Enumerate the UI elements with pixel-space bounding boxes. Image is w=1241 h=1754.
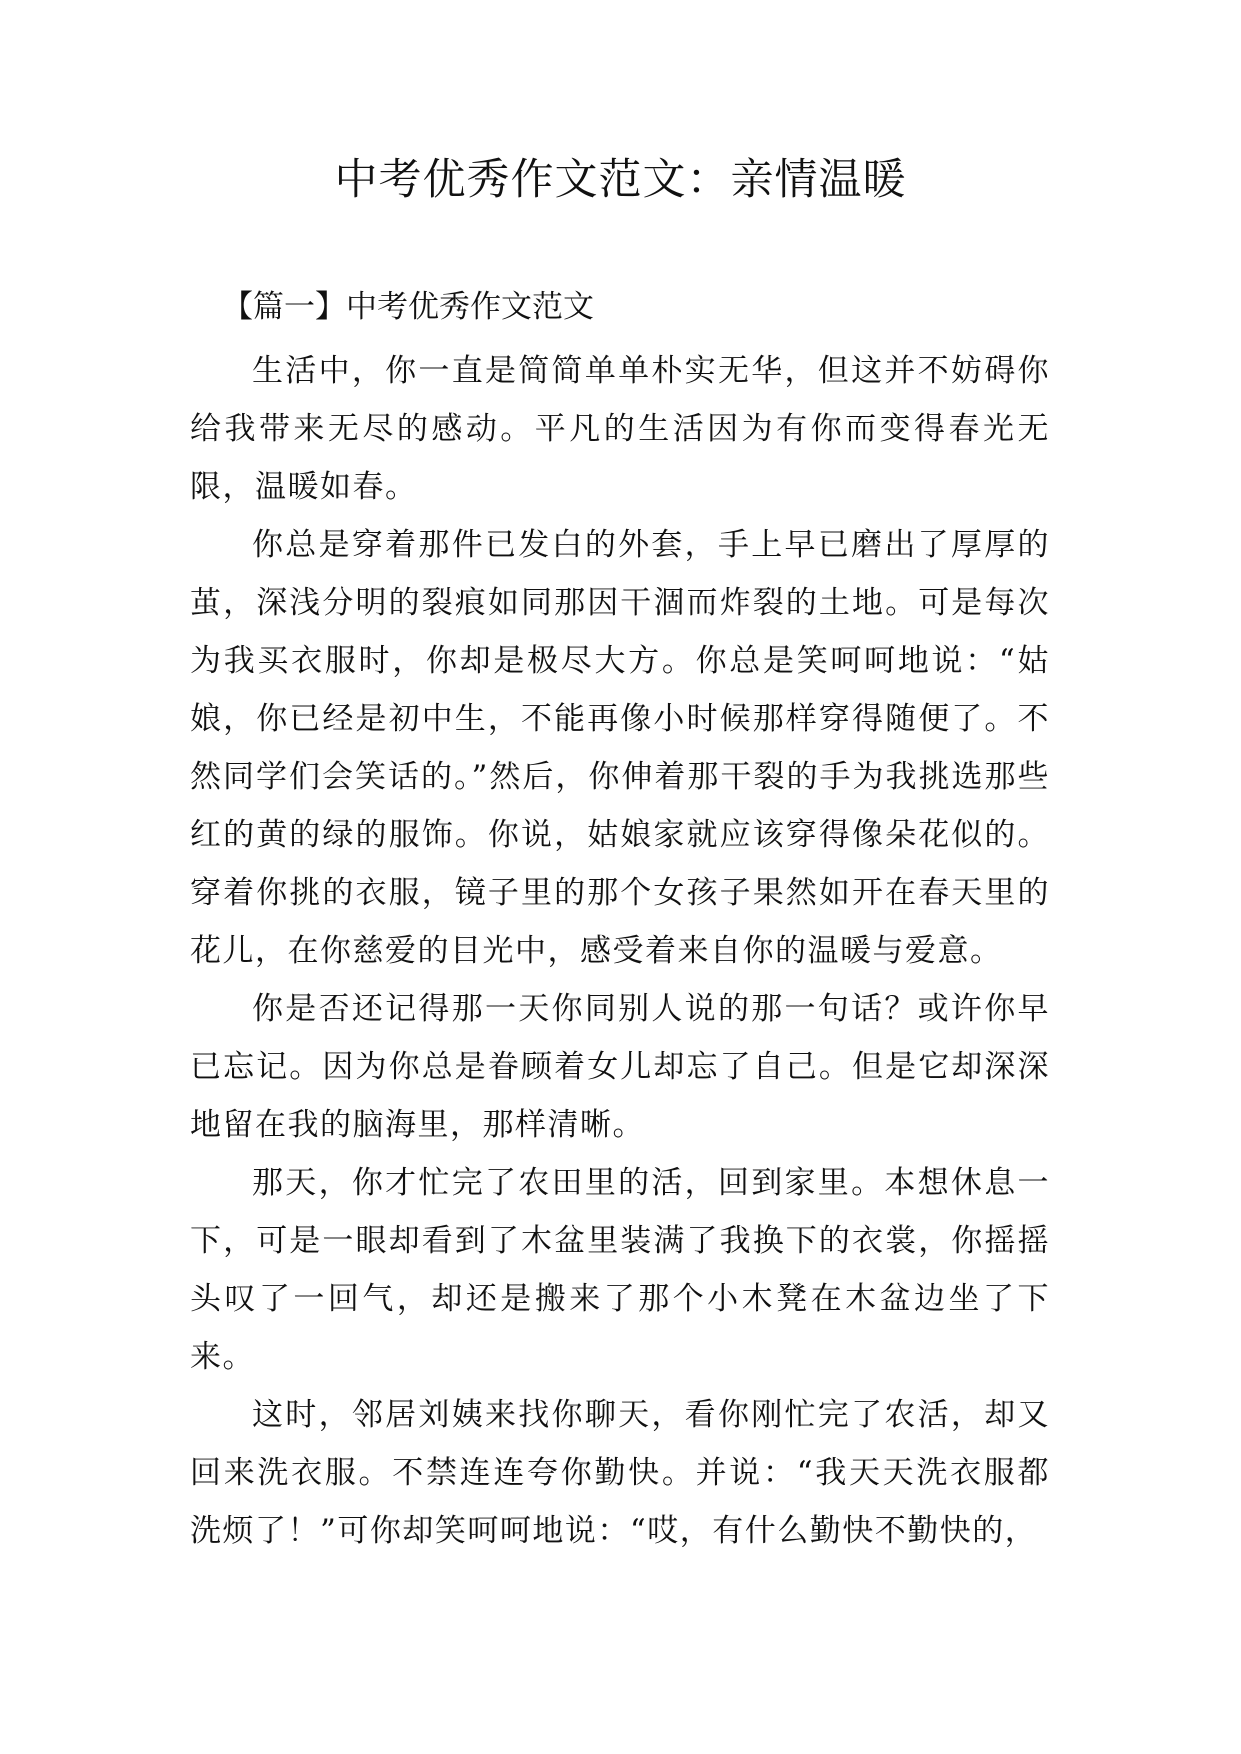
paragraph: 你是否还记得那一天你同别人说的那一句话？或许你早已忘记。因为你总是眷顾着女儿却忘了自己。但是它却深深地留在我的脑海里，那样清晰。 bbox=[190, 991, 1050, 1143]
paragraph: 生活中，你一直是简简单单朴实无华，但这并不妨碍你给我带来无尽的感动。平凡的生活因为有你而变得春光无限，温暖如春。 bbox=[190, 353, 1050, 505]
document-title: 中考优秀作文范文：亲情温暖 bbox=[334, 155, 907, 205]
essay-body bbox=[190, 342, 1050, 1560]
paragraph: 你总是穿着那件已发白的外套，手上早已磨出了厚厚的茧，深浅分明的裂痕如同那因干涸而炸裂的土地。可是每次为我买衣服时，你却是极尽大方。你总是笑呵呵地说：“姑娘，你已经是初中生，不能再像小时候那样穿得随便了。不然同学们会笑话的。”然后，你伸着那干裂的手为我挑选那些红的黄的绿的服饰。你说，姑娘家就应该穿得像朵花似的。穿着你挑的衣服，镜子里的那个女孩子果然如开在春天里的花儿，在你慈爱的目光中，感受着来自你的温暖与爱意。 bbox=[190, 527, 1050, 969]
section-heading: 【篇一】中考优秀作文范文 bbox=[222, 289, 594, 325]
paragraph: 这时，邻居刘姨来找你聊天，看你刚忙完了农活，却又回来洗衣服。不禁连连夸你勤快。并说：“我天天洗衣服都洗烦了！”可你却笑呵呵地说：“哎，有什么勤快不勤快的， bbox=[190, 1397, 1050, 1549]
paragraph: 那天，你才忙完了农田里的活，回到家里。本想休息一下，可是一眼却看到了木盆里装满了我换下的衣裳，你摇摇头叹了一回气，却还是搬来了那个小木凳在木盆边坐了下来。 bbox=[190, 1165, 1050, 1375]
